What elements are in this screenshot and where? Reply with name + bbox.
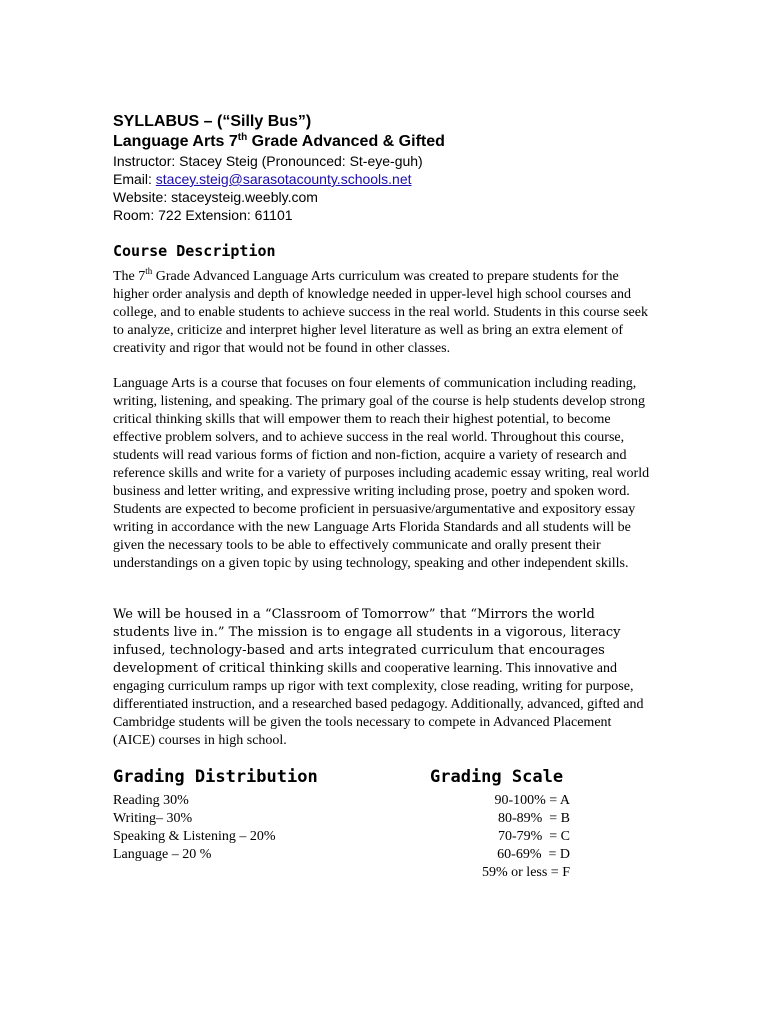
grading-scale-heading: Grading Scale — [430, 767, 564, 787]
course-description-paragraph-1 — [113, 268, 653, 358]
syllabus-header — [113, 112, 673, 224]
room-line: Room: 722 Extension: 61101 — [113, 207, 293, 223]
instructor-line: Instructor: Stacey Steig (Pronounced: St-eye-guh) — [113, 153, 423, 169]
website-line: Website: staceysteig.weebly.com — [113, 189, 318, 205]
grading-distribution-heading: Grading Distribution — [113, 767, 318, 787]
course-subtitle-sup: th — [237, 132, 248, 143]
distribution-item: Language – 20 % — [113, 847, 212, 862]
scale-item: 80-89% = B — [497, 811, 570, 826]
course-subtitle-pre: Language Arts 7 — [113, 133, 238, 150]
email-link[interactable]: stacey.steig@sarasotacounty.schools.net — [155, 171, 412, 187]
p1-sup: th — [145, 266, 153, 276]
syllabus-title: SYLLABUS – (“Silly Bus”) — [113, 113, 312, 130]
course-description-heading: Course Description — [113, 242, 276, 260]
p3-part-b: skills and cooperative learning. This innovative and engaging curriculum ramps up rigor with text complexity, close reading, writing for purpose, differentiated instruction, and a researched based pedagogy. Additionally, advanced, gifted and Cambridge students will be given the tools necessary to compete in Advanced Placement (AICE) courses in high school. — [113, 661, 644, 748]
course-description-paragraph-2: Language Arts is a course that focuses on four elements of communication including reading, writing, listening, and speaking. The primary goal of the course is help students develop strong critical thinking skills that will empower them to reach their highest potential, to become effective problem solvers, and to achieve success in the real world. Throughout this course, students will read various forms of fiction and non-fiction, acquire a variety of research and reference skills and write for a variety of purposes including academic essay writing, real world business and letter writing, and expressive writing including prose, poetry and spoken word. Students are expected to become proficient in persuasive/argumentative and expository essay writing in accordance with the new Language Arts Florida Standards and all students will be given the necessary tools to be able to effectively communicate and orally present their understandings on a given topic by using technology, speaking and other independent skills. — [113, 376, 650, 571]
distribution-item: Reading 30% — [113, 793, 189, 808]
course-subtitle — [113, 132, 673, 152]
scale-item: 59% or less = F — [481, 865, 570, 880]
grading-scale-list — [440, 792, 570, 882]
email-label: Email: — [113, 171, 156, 187]
distribution-item: Writing– 30% — [113, 811, 193, 826]
p3-part-a: We will be housed in a “Classroom of Tomorrow” that “Mirrors the world students live in.” The mission is to engage all students in a vigorous, literacy infused, technology-based and arts integrated curriculum that encourages development of critical thinking — [113, 607, 621, 676]
course-subtitle-post: Grade Advanced & Gifted — [247, 133, 445, 150]
email-line — [113, 170, 673, 188]
scale-item: 60-69% = D — [497, 847, 570, 862]
p1-post: Grade Advanced Language Arts curriculum was created to prepare students for the higher order analysis and depth of knowledge needed in upper-level high school courses and college, and to enable students to achieve success in the real world. Students in this course seek to analyze, criticize and interpret higher level literature as well as bring an extra element of creativity and rigor that would not be found in other classes. — [113, 269, 648, 356]
course-description-paragraph-3 — [113, 606, 653, 750]
scale-item: 70-79% = C — [497, 829, 570, 844]
grading-distribution-list — [113, 792, 276, 864]
scale-item: 90-100% = A — [494, 793, 570, 808]
p1-pre: The 7 — [113, 269, 146, 284]
distribution-item: Speaking & Listening – 20% — [113, 829, 276, 844]
